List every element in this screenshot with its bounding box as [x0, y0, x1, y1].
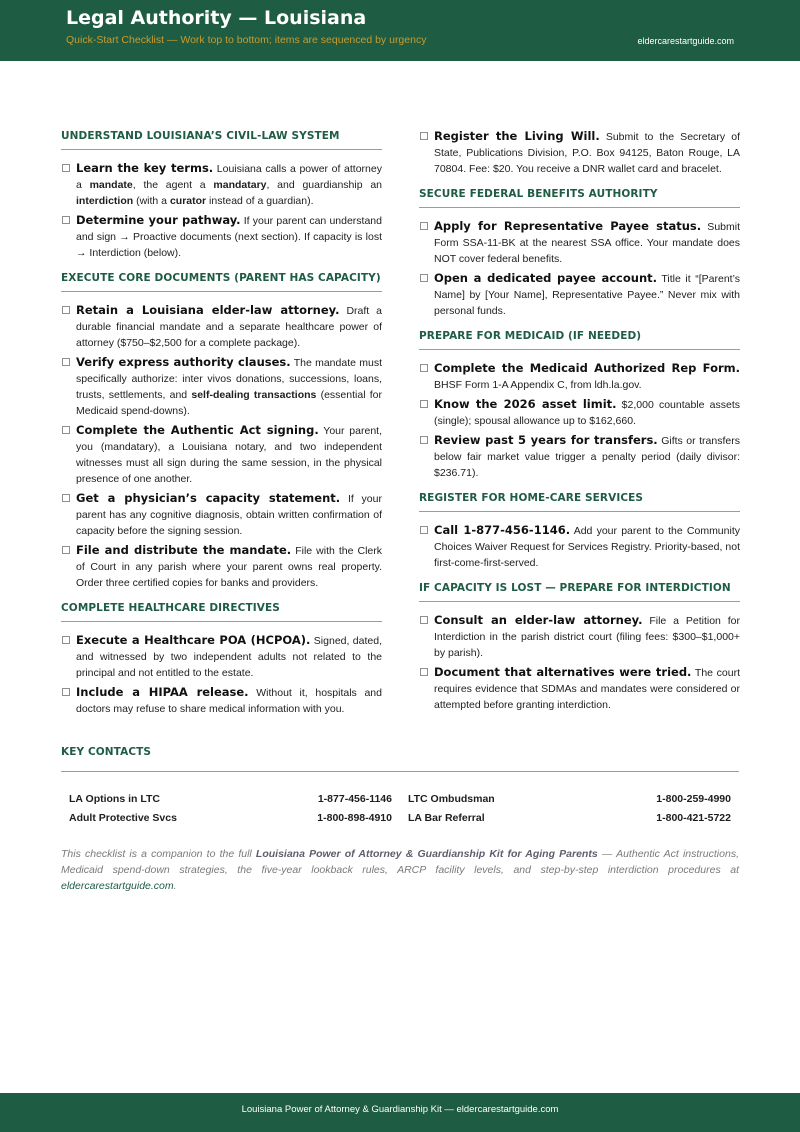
checkbox[interactable] — [420, 400, 428, 408]
checklist-item-pathway: Determine your pathway. If your parent can understand and sign → Proactive documents (next section). If capacity is lost → Interdiction (below). — [61, 212, 382, 261]
contact-entry — [400, 809, 739, 828]
checkbox[interactable] — [420, 436, 428, 444]
checklist-item-consult-attorney: Consult an elder-law attorney. File a Petition for Interdiction in the parish district court (filing fees: $300–$1,000+ by parish). — [419, 612, 740, 661]
checkbox[interactable] — [420, 526, 428, 534]
checklist-item-living-will: Register the Living Will. Submit to the Secretary of State, Publications Division, P.O. Box 94125, Baton Rouge, LA 70804. Fee: $20. You receive a DNR wallet card and bracelet. — [419, 128, 740, 177]
page-subtitle: Quick-Start Checklist — Work top to bottom; items are sequenced by urgency — [66, 34, 427, 46]
checklist-item-authentic-act: Complete the Authentic Act signing. Your parent, you (mandatary), a Louisiana notary, and two independent witnesses must all sign during the same session, in the physical presence of one another. — [61, 422, 382, 487]
section-heading-federal-benefits: SECURE FEDERAL BENEFITS AUTHORITY — [419, 186, 740, 208]
checklist-item-hipaa: Include a HIPAA release. Without it, hospitals and doctors may refuse to share medical information with you. — [61, 684, 382, 717]
checklist-item-alternatives: Document that alternatives were tried. The court requires evidence that SDMAs and mandates were considered or attempted before granting interdiction. — [419, 664, 740, 713]
checklist-item-retain-attorney: Retain a Louisiana elder-law attorney. Draft a durable financial mandate and a separate healthcare power of attorney ($750–$2,500 for a complete package). — [61, 302, 382, 351]
contact-entry — [61, 790, 400, 809]
checkbox[interactable] — [62, 426, 70, 434]
checklist-item-medicaid-rep-form: Complete the Medicaid Authorized Rep Form. BHSF Form 1-A Appendix C, from ldh.la.gov. — [419, 360, 740, 393]
page-header — [0, 0, 800, 61]
section-heading-civil-law: UNDERSTAND LOUISIANA’S CIVIL-LAW SYSTEM — [61, 128, 382, 150]
checkbox[interactable] — [420, 132, 428, 140]
companion-footnote: This checklist is a companion to the full Louisiana Power of Attorney & Guardianship Kit for Aging Parents — Authentic Act instructions, Medicaid spend-down strategies, the five-year lookback rules, ARCP facility levels, and step-by-step interdiction procedures at eldercarestartguide.com. — [61, 848, 739, 892]
checkbox[interactable] — [62, 688, 70, 696]
checkbox[interactable] — [420, 274, 428, 282]
checklist-item-transfers: Review past 5 years for transfers. Gifts or transfers below fair market value trigger a penalty period (daily divisor: $236.71). — [419, 432, 740, 481]
contact-name: Adult Protective Svcs — [69, 812, 177, 824]
key-contacts — [61, 744, 739, 828]
contact-name: LA Options in LTC — [69, 793, 160, 805]
checkbox[interactable] — [420, 222, 428, 230]
checklist-item-authority-clauses: Verify express authority clauses. The mandate must specifically authorize: inter vivos donations, successions, loans, trusts, settlements, and self-dealing transactions (essential for Medicaid spend-downs). — [61, 354, 382, 419]
right-column — [419, 128, 740, 716]
contact-phone[interactable]: 1-877-456-1146 — [317, 793, 392, 805]
contact-phone[interactable]: 1-800-421-5722 — [656, 812, 731, 824]
checklist-item-asset-limit: Know the 2026 asset limit. $2,000 countable assets (single); spousal allowance up to $162,660. — [419, 396, 740, 429]
contact-row — [61, 790, 739, 809]
checklist-item-file-mandate: File and distribute the mandate. File with the Clerk of Court in any parish where your parent owns real property. Order three certified copies for banks and providers. — [61, 542, 382, 591]
contact-name: LTC Ombudsman — [408, 793, 495, 805]
page-title: Legal Authority — Louisiana — [66, 7, 367, 29]
checkbox[interactable] — [62, 216, 70, 224]
checklist-item-capacity-statement: Get a physician’s capacity statement. If your parent has any cognitive diagnosis, obtain written confirmation of capacity before the signing session. — [61, 490, 382, 539]
checklist-item-call-registry: Call 1-877-456-1146. Add your parent to the Community Choices Waiver Request for Services Registry. Priority-based, not first-come-first-served. — [419, 522, 740, 571]
kit-title: Louisiana Power of Attorney & Guardianship Kit for Aging Parents — [255, 848, 598, 860]
checkbox[interactable] — [420, 616, 428, 624]
section-heading-medicaid: PREPARE FOR MEDICAID (IF NEEDED) — [419, 328, 740, 350]
section-heading-interdiction: IF CAPACITY IS LOST — PREPARE FOR INTERDICTION — [419, 580, 740, 602]
checklist-item-payee-account: Open a dedicated payee account. Title it “[Parent’s Name] by [Your Name], Representative Payee.” Never mix with personal funds. — [419, 270, 740, 319]
section-heading-healthcare: COMPLETE HEALTHCARE DIRECTIVES — [61, 600, 382, 622]
checkbox[interactable] — [420, 364, 428, 372]
page-footer — [0, 1093, 800, 1132]
checkbox[interactable] — [62, 546, 70, 554]
header-site-link[interactable]: eldercarestartguide.com — [637, 36, 734, 46]
contact-phone[interactable]: 1-800-898-4910 — [317, 812, 392, 824]
contact-phone[interactable]: 1-800-259-4990 — [656, 793, 731, 805]
checkbox[interactable] — [62, 306, 70, 314]
checkbox[interactable] — [62, 164, 70, 172]
footer-text: Louisiana Power of Attorney & Guardianship Kit — eldercarestartguide.com — [241, 1104, 559, 1115]
contact-row — [61, 809, 739, 828]
checkbox[interactable] — [420, 668, 428, 676]
section-heading-home-care: REGISTER FOR HOME-CARE SERVICES — [419, 490, 740, 512]
contact-name: LA Bar Referral — [408, 812, 485, 824]
checklist-item-hcpoa: Execute a Healthcare POA (HCPOA). Signed, dated, and witnessed by two independent adults not related to the principal and not entitled to the estate. — [61, 632, 382, 681]
left-column — [61, 128, 382, 720]
checklist-item-learn-terms: Learn the key terms. Louisiana calls a power of attorney a mandate, the agent a mandatary, and guardianship an interdiction (with a curator instead of a guardian). — [61, 160, 382, 209]
section-heading-core-documents: EXECUTE CORE DOCUMENTS (PARENT HAS CAPACITY) — [61, 270, 382, 292]
checkbox[interactable] — [62, 636, 70, 644]
footnote-site-link[interactable]: eldercarestartguide.com — [61, 880, 174, 892]
contact-entry — [61, 809, 400, 828]
contact-entry — [400, 790, 739, 809]
checkbox[interactable] — [62, 358, 70, 366]
checkbox[interactable] — [62, 494, 70, 502]
section-heading-key-contacts: KEY CONTACTS — [61, 744, 739, 772]
checklist-item-rep-payee: Apply for Representative Payee status. Submit Form SSA-11-BK at the nearest SSA office. Your mandate does NOT cover federal benefits. — [419, 218, 740, 267]
